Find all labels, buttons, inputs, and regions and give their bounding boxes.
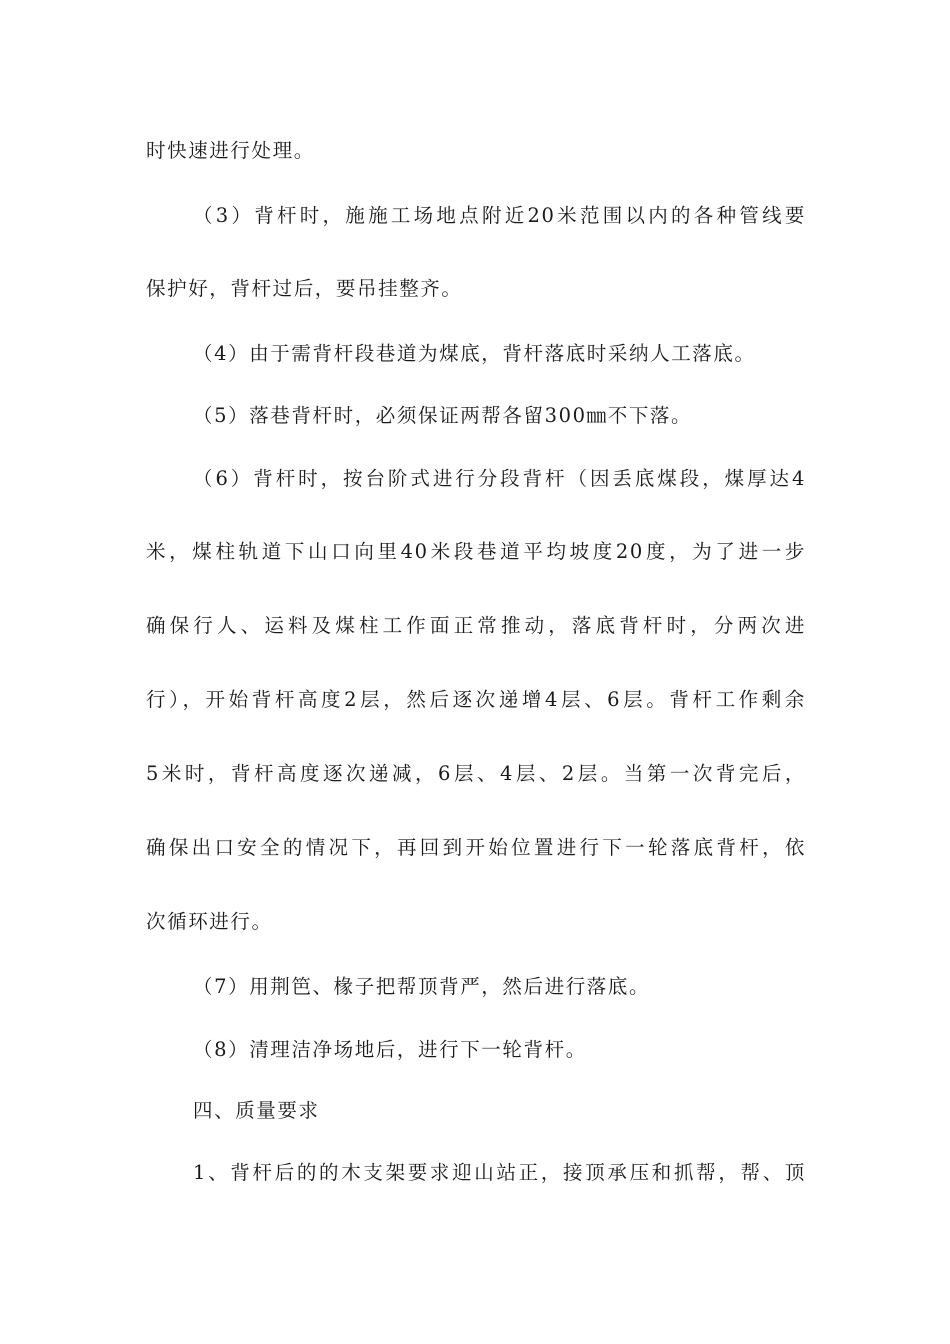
text-line-4: （4）由于需背杆段巷道为煤底，背杆落底时采纳人工落底。	[193, 342, 756, 365]
section-heading-quality: 四、质量要求	[193, 1099, 320, 1122]
text-line-7: 米，煤柱轨道下山口向里40米段巷道平均坡度20度，为了进一步	[146, 540, 806, 563]
text-line-6: （6）背杆时，按台阶式进行分段背杆（因丢底煤段，煤厚达4	[193, 467, 806, 490]
text-line-10: 5米时，背杆高度逐次递减，6层、4层、2层。当第一次背完后，	[146, 762, 806, 785]
text-line-16: 1、背杆后的的木支架要求迎山站正，接顶承压和抓帮，帮、顶	[193, 1161, 806, 1184]
text-line-9: 行），开始背杆高度2层，然后逐次递增4层、6层。背杆工作剩余	[146, 688, 806, 711]
text-line-13: （7）用荆笆、椽子把帮顶背严，然后进行落底。	[193, 975, 651, 998]
text-line-11: 确保出口安全的情况下，再回到开始位置进行下一轮落底背杆，依	[146, 836, 806, 859]
text-line-12: 次循环进行。	[146, 910, 273, 933]
text-line-2: （3）背杆时，施施工场地点附近20米范围以内的各种管线要	[193, 204, 806, 227]
text-line-3: 保护好，背杆过后，要吊挂整齐。	[146, 277, 463, 300]
text-line-8: 确保行人、运料及煤柱工作面正常推动，落底背杆时，分两次进	[146, 614, 806, 637]
text-line-1: 时快速进行处理。	[146, 139, 315, 162]
text-line-5: （5）落巷背杆时，必须保证两帮各留300㎜不下落。	[193, 404, 693, 427]
text-line-14: （8）清理洁净场地后，进行下一轮背杆。	[193, 1038, 587, 1061]
